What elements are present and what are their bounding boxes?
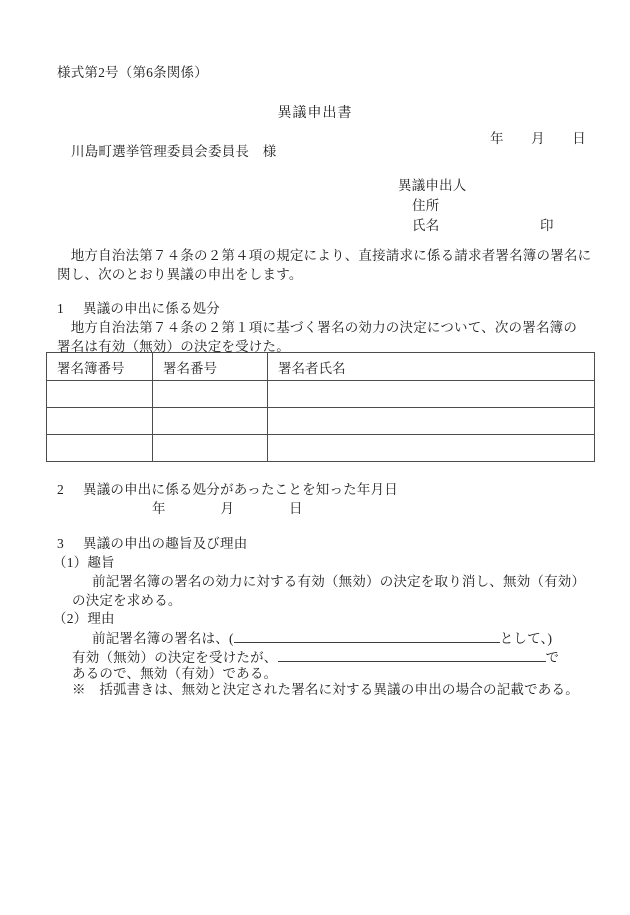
addressee: 川島町選挙管理委員会委員長 様 bbox=[71, 144, 277, 159]
section2-date-line: 年 月 日 bbox=[152, 501, 303, 516]
table-cell bbox=[153, 408, 268, 435]
section3-number: 3 bbox=[57, 536, 64, 551]
signature-table bbox=[46, 352, 595, 462]
col-header-book-number: 署名簿番号 bbox=[47, 353, 153, 381]
col-header-signature-number: 署名番号 bbox=[153, 353, 268, 381]
table-cell bbox=[47, 408, 153, 435]
section1-body-line1: 地方自治法第７４条の２第１項に基づく署名の効力の決定について、次の署名簿の bbox=[57, 320, 578, 335]
table-row bbox=[47, 381, 595, 408]
footnote: ※ 括弧書きは、無効と決定された署名に対する異議の申出の場合の記載である。 bbox=[72, 682, 579, 697]
section1-body-line2: 署名は有効（無効）の決定を受けた。 bbox=[57, 339, 290, 354]
applicant-address-label: 住所 bbox=[412, 198, 440, 213]
section3-sub1-line2: の決定を求める。 bbox=[72, 593, 182, 608]
section3-sub1-line1: 前記署名簿の署名の効力に対する有効（無効）の決定を取り消し、無効（有効） bbox=[92, 574, 586, 589]
reason-line2-prefix: 有効（無効）の決定を受けたが、 bbox=[72, 650, 278, 665]
reason-line2-suffix: で bbox=[545, 650, 560, 665]
table-cell bbox=[153, 381, 268, 408]
date-line-top: 年 月 日 bbox=[490, 131, 586, 146]
seal-label: 印 bbox=[540, 218, 554, 233]
table-row bbox=[47, 408, 595, 435]
form-number: 様式第2号（第6条関係） bbox=[57, 65, 208, 80]
signature-table-header-row bbox=[47, 353, 595, 381]
section2-number: 2 bbox=[57, 482, 64, 497]
section3-sub1-label: （1）趣旨 bbox=[53, 555, 115, 570]
reason-line1-suffix: として、) bbox=[499, 631, 553, 646]
section3-sub2-line3: あるので、無効（有効）である。 bbox=[72, 666, 278, 681]
table-cell bbox=[268, 435, 595, 462]
table-row bbox=[47, 435, 595, 462]
col-header-signer-name: 署名者氏名 bbox=[268, 353, 595, 381]
section1-heading-text: 異議の申出に係る処分 bbox=[83, 301, 220, 316]
section1-number: 1 bbox=[57, 301, 64, 316]
signature-table-body bbox=[47, 381, 595, 462]
table-cell bbox=[268, 381, 595, 408]
section2-heading-text: 異議の申出に係る処分があったことを知った年月日 bbox=[83, 482, 398, 497]
section3-sub2-line2 bbox=[72, 647, 559, 666]
applicant-name-label: 氏名 bbox=[412, 218, 440, 233]
section3-sub2-label: （2）理由 bbox=[53, 611, 115, 626]
intro-paragraph-line1: 地方自治法第７４条の２第４項の規定により、直接請求に係る請求者署名簿の署名に bbox=[57, 248, 592, 263]
table-cell bbox=[47, 381, 153, 408]
section3-heading bbox=[57, 535, 247, 552]
reason-blank-field-1 bbox=[234, 628, 500, 643]
reason-blank-field-2 bbox=[278, 647, 546, 662]
section3-heading-text: 異議の申出の趣旨及び理由 bbox=[83, 536, 248, 551]
table-cell bbox=[47, 435, 153, 462]
section2-heading bbox=[57, 481, 398, 498]
section1-heading bbox=[57, 300, 220, 317]
page-title: 異議申出書 bbox=[277, 106, 353, 121]
table-cell bbox=[153, 435, 268, 462]
section3-sub2-line1 bbox=[92, 628, 552, 647]
table-cell bbox=[268, 408, 595, 435]
applicant-heading: 異議申出人 bbox=[398, 178, 467, 193]
intro-paragraph-line2: 関し、次のとおり異議の申出をします。 bbox=[57, 267, 303, 282]
reason-line1-prefix: 前記署名簿の署名は、( bbox=[92, 631, 234, 646]
